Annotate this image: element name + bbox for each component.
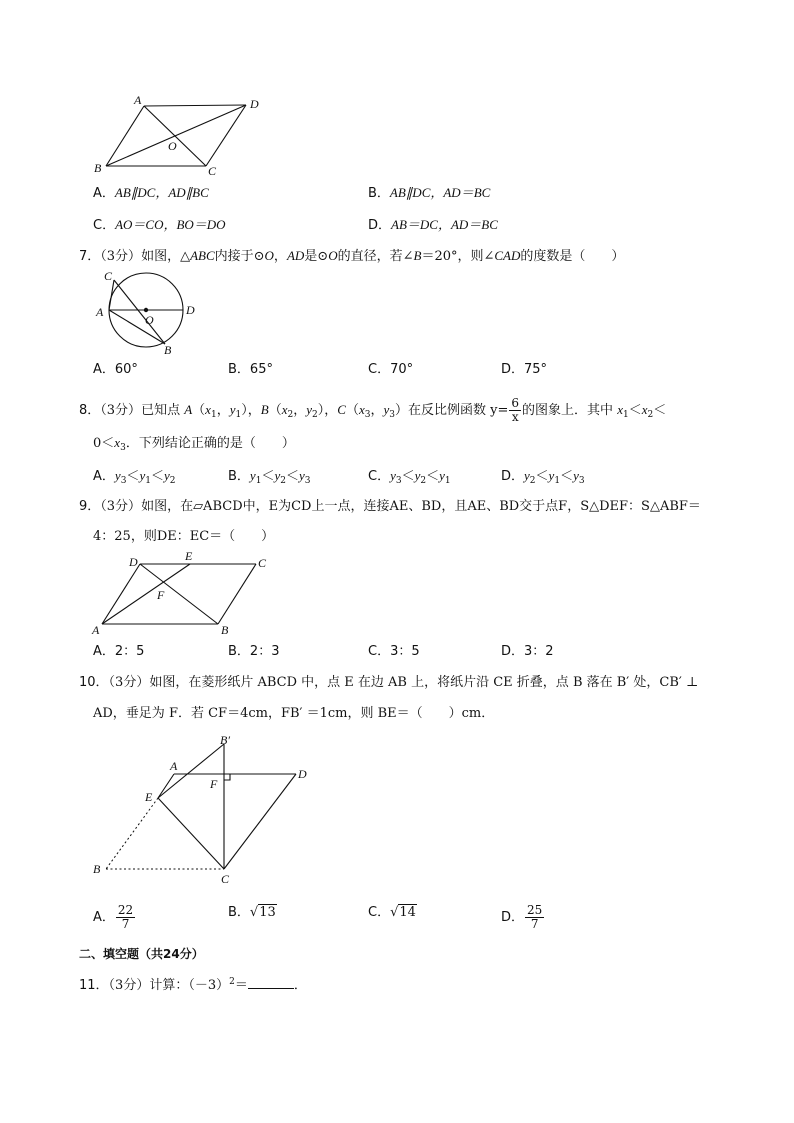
q7-option-a: A．60° bbox=[93, 362, 138, 377]
q7-option-b: B．65° bbox=[228, 362, 273, 377]
q10-question-line1: 10．（3分）如图，在菱形纸片 ABCD 中，点 E 在边 AB 上，将纸片沿 CE 折叠，点 B 落在 B′ 处，CB′ ⊥ bbox=[79, 675, 699, 690]
q7-label-d: D bbox=[186, 303, 195, 317]
q9-edge-cb bbox=[218, 564, 256, 624]
q9-segment-bd bbox=[140, 564, 218, 624]
q10-fold-ce bbox=[158, 798, 224, 869]
q10-dashed-eb bbox=[106, 798, 158, 869]
q8-option-d: D．$y_2<y_1<y_3$ bbox=[501, 468, 585, 486]
q10-label-d: D bbox=[298, 767, 307, 781]
q7-chord-ab bbox=[109, 310, 165, 344]
q8-option-b: B．$y_1<y_2<y_3$ bbox=[228, 468, 311, 486]
q9-label-c: C bbox=[258, 556, 267, 570]
q8-option-a: A．$y_3<y_1<y_2$ bbox=[93, 468, 176, 486]
q10-option-d: D． $\frac{25}{7}$ bbox=[501, 903, 543, 931]
q9-edge-ad bbox=[102, 564, 140, 624]
q6-option-c: C．AO＝CO，BO＝DO bbox=[93, 217, 226, 233]
q6-label-b: B bbox=[94, 161, 102, 175]
q9-label-d: D bbox=[129, 555, 138, 569]
q9-label-f: F bbox=[157, 588, 165, 602]
q10-label-e: E bbox=[145, 790, 153, 804]
q7-option-d: D．75° bbox=[501, 362, 548, 377]
q6-diagonal-bd bbox=[106, 105, 246, 166]
q11-question: 11．（3分）计算：$(-3)^2=$ ． bbox=[79, 977, 307, 993]
q7-label-o: O bbox=[145, 313, 154, 327]
q10-label-c: C bbox=[221, 872, 230, 886]
q10-edge-dc bbox=[224, 774, 296, 869]
q9-label-a: A bbox=[92, 623, 100, 637]
q8-question-line1: 8．（3分）已知点 $A(x_1$，$y_1$），$B(x_2$，$y_2$），$C(x_3$，$y_3$）在反比例函数 y= $\frac{6}{x}$ 的图象上．其中 $x_1<x_2<$ bbox=[79, 396, 667, 424]
q6-label-d: D bbox=[250, 97, 259, 111]
q10-edge-ae bbox=[158, 774, 174, 798]
q9-label-e: E bbox=[185, 550, 193, 563]
q6-option-d: D．AB＝DC，AD＝BC bbox=[368, 217, 498, 233]
q7-label-b: B bbox=[164, 343, 172, 357]
q6-edge-ba bbox=[106, 106, 144, 166]
q10-question-line2: AD，垂足为 F．若 CF＝4cm，FB′ ＝1cm，则 BE＝（ ）cm． bbox=[93, 706, 495, 721]
q7-circle-figure bbox=[90, 268, 210, 358]
q10-label-f: F bbox=[210, 777, 218, 791]
q7-label-a: A bbox=[96, 305, 104, 319]
q10-option-a: A． $\frac{22}{7}$ bbox=[93, 903, 134, 931]
q6-parallelogram-figure bbox=[88, 92, 278, 178]
q8-question-line2: $0<x_3$．下列结论正确的是（ ） bbox=[93, 435, 295, 453]
q10-label-a: A bbox=[170, 759, 178, 773]
section-fill-in-title: 二、填空题（共24分） bbox=[79, 947, 204, 961]
q10-rhombus-figure bbox=[88, 734, 328, 894]
q8-option-c: C．$y_3<y_2<y_1$ bbox=[368, 468, 451, 486]
q9-option-c: C．3：5 bbox=[368, 644, 420, 659]
q10-label-b: B bbox=[93, 862, 101, 876]
q9-segment-ae bbox=[102, 564, 190, 624]
q6-label-o: O bbox=[168, 139, 177, 153]
q10-option-b: B．√13 bbox=[228, 905, 276, 920]
q9-question-line2: 4：25，则DE：EC＝（ ） bbox=[93, 529, 275, 544]
q7-question: 7．（3分）如图，△ABC内接于⊙O，AD是⊙O的直径，若∠B＝20°，则∠CAD的度数是（ ） bbox=[79, 248, 625, 264]
q10-option-c: C．√14 bbox=[368, 905, 416, 920]
q6-option-a: A．AB∥DC，AD∥BC bbox=[93, 185, 209, 201]
q10-label-b-prime: B′ bbox=[220, 734, 230, 747]
q10-right-angle-mark bbox=[224, 774, 230, 780]
q7-chord-ac bbox=[109, 280, 114, 310]
q9-option-a: A．2：5 bbox=[93, 644, 145, 659]
q9-option-b: B．2：3 bbox=[228, 644, 280, 659]
q7-chord-cb bbox=[114, 280, 165, 344]
q6-label-a: A bbox=[134, 93, 142, 107]
q8-fraction: $\frac{6}{x}$ bbox=[511, 396, 520, 424]
q9-option-d: D．3：2 bbox=[501, 644, 554, 659]
q6-label-c: C bbox=[208, 164, 217, 178]
q7-label-c: C bbox=[104, 269, 113, 283]
q9-question-line1: 9．（3分）如图，在▱ABCD中，E为CD上一点，连接AE、BD，且AE、BD交于点F，S△DEF：S△ABF＝ bbox=[79, 499, 701, 514]
q7-center-dot bbox=[144, 308, 148, 312]
q9-parallelogram-figure bbox=[88, 550, 278, 640]
q6-option-b: B．AB∥DC，AD＝BC bbox=[368, 185, 491, 201]
q11-answer-blank[interactable] bbox=[248, 975, 294, 989]
q9-label-b: B bbox=[221, 623, 229, 637]
q6-edge-ad bbox=[144, 105, 246, 106]
q7-option-c: C．70° bbox=[368, 362, 414, 377]
